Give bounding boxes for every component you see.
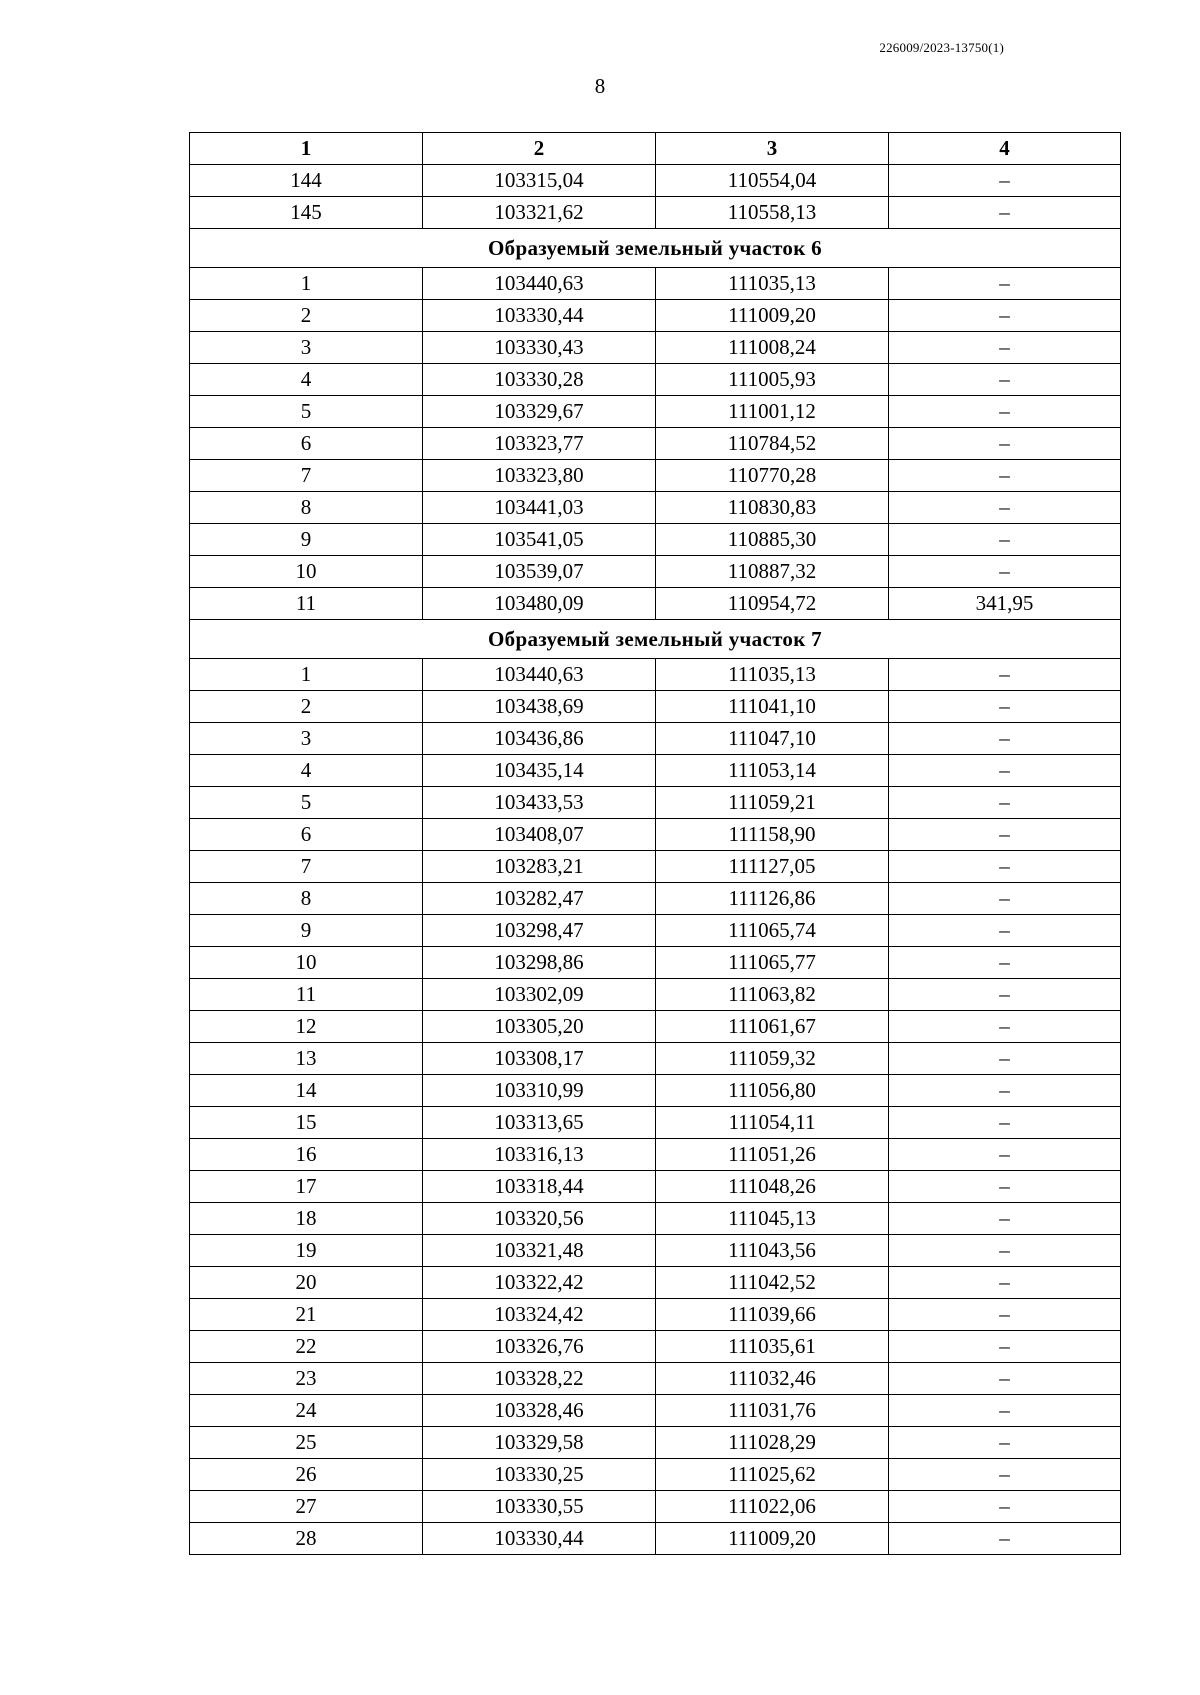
y-coordinate-cell: 111035,61 — [656, 1331, 889, 1363]
column-header: 1 — [190, 133, 423, 165]
point-number-cell: 18 — [190, 1203, 423, 1235]
y-coordinate-cell: 111059,32 — [656, 1043, 889, 1075]
table-row — [190, 1235, 1121, 1267]
point-number-cell: 9 — [190, 915, 423, 947]
table-row — [190, 1011, 1121, 1043]
x-coordinate-cell: 103329,58 — [423, 1427, 656, 1459]
point-number-cell: 6 — [190, 819, 423, 851]
table-row — [190, 1491, 1121, 1523]
distance-cell: – — [889, 332, 1121, 364]
y-coordinate-cell: 111041,10 — [656, 691, 889, 723]
table-row — [190, 364, 1121, 396]
y-coordinate-cell: 111005,93 — [656, 364, 889, 396]
y-coordinate-cell: 111048,26 — [656, 1171, 889, 1203]
point-number-cell: 4 — [190, 755, 423, 787]
distance-cell: – — [889, 1395, 1121, 1427]
point-number-cell: 2 — [190, 300, 423, 332]
y-coordinate-cell: 111009,20 — [656, 300, 889, 332]
point-number-cell: 20 — [190, 1267, 423, 1299]
y-coordinate-cell: 111032,46 — [656, 1363, 889, 1395]
table-row — [190, 691, 1121, 723]
x-coordinate-cell: 103330,55 — [423, 1491, 656, 1523]
y-coordinate-cell: 111001,12 — [656, 396, 889, 428]
column-header: 3 — [656, 133, 889, 165]
distance-cell: – — [889, 1331, 1121, 1363]
table-row — [190, 300, 1121, 332]
y-coordinate-cell: 111127,05 — [656, 851, 889, 883]
distance-cell: – — [889, 1363, 1121, 1395]
section-header-row — [190, 229, 1121, 268]
x-coordinate-cell: 103323,80 — [423, 460, 656, 492]
distance-cell: – — [889, 819, 1121, 851]
x-coordinate-cell: 103313,65 — [423, 1107, 656, 1139]
column-header: 2 — [423, 133, 656, 165]
point-number-cell: 3 — [190, 723, 423, 755]
x-coordinate-cell: 103308,17 — [423, 1043, 656, 1075]
distance-cell: – — [889, 915, 1121, 947]
table-row — [190, 165, 1121, 197]
table-row — [190, 659, 1121, 691]
y-coordinate-cell: 110554,04 — [656, 165, 889, 197]
section-title: Образуемый земельный участок 6 — [190, 229, 1121, 268]
y-coordinate-cell: 111059,21 — [656, 787, 889, 819]
distance-cell: – — [889, 428, 1121, 460]
x-coordinate-cell: 103323,77 — [423, 428, 656, 460]
x-coordinate-cell: 103441,03 — [423, 492, 656, 524]
distance-cell: – — [889, 883, 1121, 915]
x-coordinate-cell: 103316,13 — [423, 1139, 656, 1171]
x-coordinate-cell: 103320,56 — [423, 1203, 656, 1235]
distance-cell: – — [889, 1075, 1121, 1107]
y-coordinate-cell: 111045,13 — [656, 1203, 889, 1235]
coordinates-table-body — [190, 133, 1121, 1555]
table-row — [190, 1139, 1121, 1171]
point-number-cell: 12 — [190, 1011, 423, 1043]
point-number-cell: 5 — [190, 396, 423, 428]
table-row — [190, 197, 1121, 229]
x-coordinate-cell: 103326,76 — [423, 1331, 656, 1363]
distance-cell: – — [889, 1011, 1121, 1043]
distance-cell: – — [889, 364, 1121, 396]
point-number-cell: 11 — [190, 979, 423, 1011]
distance-cell: – — [889, 787, 1121, 819]
y-coordinate-cell: 110885,30 — [656, 524, 889, 556]
x-coordinate-cell: 103329,67 — [423, 396, 656, 428]
point-number-cell: 8 — [190, 492, 423, 524]
y-coordinate-cell: 111056,80 — [656, 1075, 889, 1107]
x-coordinate-cell: 103435,14 — [423, 755, 656, 787]
x-coordinate-cell: 103330,44 — [423, 1523, 656, 1555]
table-row — [190, 1395, 1121, 1427]
table-row — [190, 1171, 1121, 1203]
point-number-cell: 144 — [190, 165, 423, 197]
point-number-cell: 28 — [190, 1523, 423, 1555]
distance-cell: – — [889, 300, 1121, 332]
point-number-cell: 10 — [190, 556, 423, 588]
x-coordinate-cell: 103541,05 — [423, 524, 656, 556]
table-row — [190, 1203, 1121, 1235]
distance-cell: – — [889, 1043, 1121, 1075]
distance-cell: – — [889, 396, 1121, 428]
point-number-cell: 25 — [190, 1427, 423, 1459]
x-coordinate-cell: 103330,28 — [423, 364, 656, 396]
distance-cell: – — [889, 723, 1121, 755]
x-coordinate-cell: 103318,44 — [423, 1171, 656, 1203]
y-coordinate-cell: 111053,14 — [656, 755, 889, 787]
distance-cell: – — [889, 851, 1121, 883]
table-row — [190, 428, 1121, 460]
x-coordinate-cell: 103282,47 — [423, 883, 656, 915]
coordinates-table — [189, 132, 1121, 1555]
y-coordinate-cell: 111022,06 — [656, 1491, 889, 1523]
distance-cell: – — [889, 1139, 1121, 1171]
y-coordinate-cell: 111028,29 — [656, 1427, 889, 1459]
x-coordinate-cell: 103298,47 — [423, 915, 656, 947]
table-row — [190, 492, 1121, 524]
x-coordinate-cell: 103322,42 — [423, 1267, 656, 1299]
y-coordinate-cell: 110887,32 — [656, 556, 889, 588]
y-coordinate-cell: 111126,86 — [656, 883, 889, 915]
table-row — [190, 1075, 1121, 1107]
x-coordinate-cell: 103324,42 — [423, 1299, 656, 1331]
y-coordinate-cell: 111008,24 — [656, 332, 889, 364]
distance-cell: – — [889, 1107, 1121, 1139]
distance-cell: – — [889, 1171, 1121, 1203]
distance-cell: – — [889, 197, 1121, 229]
distance-cell: – — [889, 659, 1121, 691]
x-coordinate-cell: 103408,07 — [423, 819, 656, 851]
point-number-cell: 4 — [190, 364, 423, 396]
y-coordinate-cell: 110770,28 — [656, 460, 889, 492]
point-number-cell: 1 — [190, 659, 423, 691]
x-coordinate-cell: 103328,46 — [423, 1395, 656, 1427]
table-row — [190, 1043, 1121, 1075]
y-coordinate-cell: 111042,52 — [656, 1267, 889, 1299]
point-number-cell: 7 — [190, 460, 423, 492]
x-coordinate-cell: 103440,63 — [423, 659, 656, 691]
distance-cell: – — [889, 979, 1121, 1011]
point-number-cell: 16 — [190, 1139, 423, 1171]
x-coordinate-cell: 103321,62 — [423, 197, 656, 229]
table-row — [190, 1299, 1121, 1331]
table-row — [190, 819, 1121, 851]
x-coordinate-cell: 103438,69 — [423, 691, 656, 723]
x-coordinate-cell: 103480,09 — [423, 588, 656, 620]
table-header-row — [190, 133, 1121, 165]
x-coordinate-cell: 103305,20 — [423, 1011, 656, 1043]
distance-cell: – — [889, 268, 1121, 300]
table-row — [190, 1363, 1121, 1395]
table-row — [190, 723, 1121, 755]
table-row — [190, 755, 1121, 787]
point-number-cell: 15 — [190, 1107, 423, 1139]
point-number-cell: 17 — [190, 1171, 423, 1203]
x-coordinate-cell: 103302,09 — [423, 979, 656, 1011]
x-coordinate-cell: 103328,22 — [423, 1363, 656, 1395]
y-coordinate-cell: 110558,13 — [656, 197, 889, 229]
distance-cell: – — [889, 460, 1121, 492]
table-row — [190, 1331, 1121, 1363]
table-row — [190, 332, 1121, 364]
table-row — [190, 588, 1121, 620]
point-number-cell: 3 — [190, 332, 423, 364]
point-number-cell: 9 — [190, 524, 423, 556]
table-row — [190, 883, 1121, 915]
column-header: 4 — [889, 133, 1121, 165]
point-number-cell: 11 — [190, 588, 423, 620]
section-title: Образуемый земельный участок 7 — [190, 620, 1121, 659]
point-number-cell: 27 — [190, 1491, 423, 1523]
table-row — [190, 979, 1121, 1011]
y-coordinate-cell: 111065,77 — [656, 947, 889, 979]
point-number-cell: 2 — [190, 691, 423, 723]
point-number-cell: 1 — [190, 268, 423, 300]
point-number-cell: 23 — [190, 1363, 423, 1395]
x-coordinate-cell: 103283,21 — [423, 851, 656, 883]
y-coordinate-cell: 111158,90 — [656, 819, 889, 851]
x-coordinate-cell: 103330,43 — [423, 332, 656, 364]
distance-cell: – — [889, 691, 1121, 723]
distance-cell: – — [889, 492, 1121, 524]
y-coordinate-cell: 111039,66 — [656, 1299, 889, 1331]
point-number-cell: 26 — [190, 1459, 423, 1491]
point-number-cell: 6 — [190, 428, 423, 460]
page-number: 8 — [594, 74, 606, 98]
table-row — [190, 1107, 1121, 1139]
x-coordinate-cell: 103433,53 — [423, 787, 656, 819]
table-row — [190, 1523, 1121, 1555]
y-coordinate-cell: 111043,56 — [656, 1235, 889, 1267]
y-coordinate-cell: 110784,52 — [656, 428, 889, 460]
y-coordinate-cell: 111054,11 — [656, 1107, 889, 1139]
point-number-cell: 22 — [190, 1331, 423, 1363]
x-coordinate-cell: 103315,04 — [423, 165, 656, 197]
y-coordinate-cell: 111025,62 — [656, 1459, 889, 1491]
table-row — [190, 524, 1121, 556]
x-coordinate-cell: 103330,25 — [423, 1459, 656, 1491]
point-number-cell: 8 — [190, 883, 423, 915]
table-row — [190, 947, 1121, 979]
y-coordinate-cell: 111047,10 — [656, 723, 889, 755]
table-row — [190, 1427, 1121, 1459]
document-id: 226009/2023-13750(1) — [879, 40, 1004, 55]
distance-cell: – — [889, 1203, 1121, 1235]
table-row — [190, 787, 1121, 819]
point-number-cell: 7 — [190, 851, 423, 883]
distance-cell: – — [889, 1427, 1121, 1459]
table-row — [190, 268, 1121, 300]
point-number-cell: 21 — [190, 1299, 423, 1331]
table-row — [190, 1267, 1121, 1299]
x-coordinate-cell: 103298,86 — [423, 947, 656, 979]
table-row — [190, 556, 1121, 588]
distance-cell: – — [889, 524, 1121, 556]
y-coordinate-cell: 110830,83 — [656, 492, 889, 524]
point-number-cell: 13 — [190, 1043, 423, 1075]
distance-cell: – — [889, 165, 1121, 197]
y-coordinate-cell: 111061,67 — [656, 1011, 889, 1043]
table-row — [190, 460, 1121, 492]
x-coordinate-cell: 103330,44 — [423, 300, 656, 332]
distance-cell: – — [889, 1491, 1121, 1523]
y-coordinate-cell: 111051,26 — [656, 1139, 889, 1171]
point-number-cell: 19 — [190, 1235, 423, 1267]
table-row — [190, 1459, 1121, 1491]
x-coordinate-cell: 103310,99 — [423, 1075, 656, 1107]
point-number-cell: 145 — [190, 197, 423, 229]
distance-cell: – — [889, 755, 1121, 787]
x-coordinate-cell: 103321,48 — [423, 1235, 656, 1267]
distance-cell: – — [889, 1235, 1121, 1267]
point-number-cell: 24 — [190, 1395, 423, 1427]
point-number-cell: 10 — [190, 947, 423, 979]
y-coordinate-cell: 111035,13 — [656, 659, 889, 691]
distance-cell: – — [889, 1459, 1121, 1491]
distance-cell: – — [889, 947, 1121, 979]
x-coordinate-cell: 103539,07 — [423, 556, 656, 588]
table-row — [190, 851, 1121, 883]
y-coordinate-cell: 110954,72 — [656, 588, 889, 620]
y-coordinate-cell: 111035,13 — [656, 268, 889, 300]
y-coordinate-cell: 111065,74 — [656, 915, 889, 947]
table-row — [190, 915, 1121, 947]
x-coordinate-cell: 103436,86 — [423, 723, 656, 755]
section-header-row — [190, 620, 1121, 659]
distance-cell: – — [889, 1523, 1121, 1555]
distance-cell: – — [889, 1267, 1121, 1299]
x-coordinate-cell: 103440,63 — [423, 268, 656, 300]
y-coordinate-cell: 111031,76 — [656, 1395, 889, 1427]
point-number-cell: 14 — [190, 1075, 423, 1107]
y-coordinate-cell: 111009,20 — [656, 1523, 889, 1555]
point-number-cell: 5 — [190, 787, 423, 819]
distance-cell: – — [889, 556, 1121, 588]
distance-cell: – — [889, 1299, 1121, 1331]
distance-cell: 341,95 — [889, 588, 1121, 620]
table-row — [190, 396, 1121, 428]
y-coordinate-cell: 111063,82 — [656, 979, 889, 1011]
